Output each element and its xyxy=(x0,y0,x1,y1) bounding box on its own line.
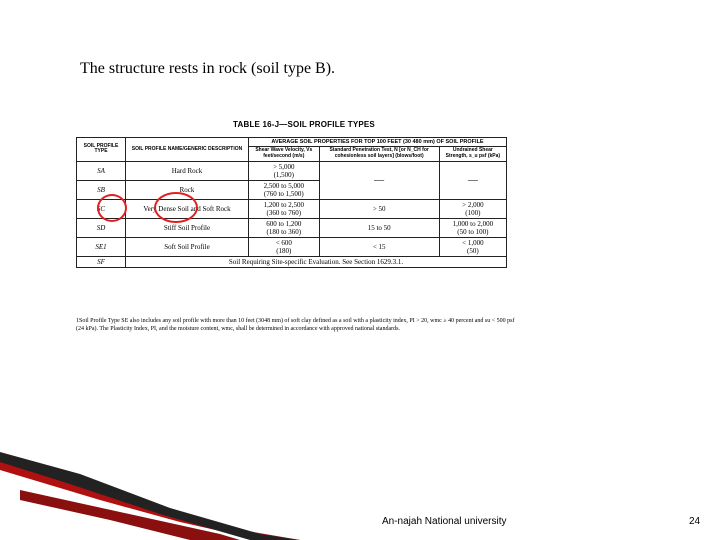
col-header-su: Undrained Shear Strength, s_u psf (kPa) xyxy=(439,147,506,162)
col-header-n: Standard Penetration Test, N [or N_CH for cohesionless soil layers] (blows/foot) xyxy=(319,147,439,162)
highlight-circle-type xyxy=(97,194,127,222)
col-header-type: SOIL PROFILE TYPE xyxy=(77,138,126,162)
table-title: TABLE 16-J—SOIL PROFILE TYPES xyxy=(233,120,375,129)
row-su: < 1,000 (50) xyxy=(439,238,506,257)
table-row xyxy=(77,238,507,257)
row-su: 1,000 to 2,000 (50 to 100) xyxy=(439,219,506,238)
row-n: > 50 xyxy=(319,200,439,219)
table-row xyxy=(77,257,507,268)
row-type: SA xyxy=(77,161,126,180)
row-n: 15 to 50 xyxy=(319,219,439,238)
row-n-merged: — xyxy=(319,161,439,199)
row-name: Stiff Soil Profile xyxy=(126,219,249,238)
soil-profile-table xyxy=(76,137,507,268)
row-vs: 1,200 to 2,500 (360 to 760) xyxy=(249,200,320,219)
footer-university: An-najah National university xyxy=(382,516,507,527)
slide-heading: The structure rests in rock (soil type B). xyxy=(80,60,336,77)
row-type: SB xyxy=(77,180,126,199)
row-type: SD xyxy=(77,219,126,238)
row-type: SC xyxy=(77,200,126,219)
col-header-name: SOIL PROFILE NAME/GENERIC DESCRIPTION xyxy=(126,138,249,162)
row-su: > 2,000 (100) xyxy=(439,200,506,219)
row-vs: 2,500 to 5,000 (760 to 1,500) xyxy=(249,180,320,199)
row-type: SF xyxy=(77,257,126,268)
row-n: < 15 xyxy=(319,238,439,257)
row-vs: 600 to 1,200 (180 to 360) xyxy=(249,219,320,238)
table-row xyxy=(77,161,507,180)
row-name: Very Dense Soil and Soft Rock xyxy=(126,200,249,219)
row-vs: < 600 (180) xyxy=(249,238,320,257)
table-row xyxy=(77,219,507,238)
row-vs: > 5,000 (1,500) xyxy=(249,161,320,180)
group-header: AVERAGE SOIL PROPERTIES FOR TOP 100 FEET (30 480 mm) OF SOIL PROFILE xyxy=(249,138,507,147)
col-header-vs: Shear Wave Velocity, Vs feet/second (m/s) xyxy=(249,147,320,162)
row-name: Rock xyxy=(126,180,249,199)
table-row xyxy=(77,200,507,219)
row-name: Soft Soil Profile xyxy=(126,238,249,257)
page-number: 24 xyxy=(689,516,701,527)
row-type: SE1 xyxy=(77,238,126,257)
table-footnote: 1Soil Profile Type SE also includes any soil profile with more than 10 feet (3048 mm) of soft clay defined as a soil with a plasticity index, PI > 20, wmc ≥ 40 percent and su < 500 psf (24 kPa). The Plasticity Index, PI, and the moisture content, wmc, shall be determined in accordance with approved national standards. xyxy=(76,318,515,332)
decorative-swoosh xyxy=(0,450,380,540)
highlight-circle-name xyxy=(154,192,198,223)
row-site-specific: Soil Requiring Site-specific Evaluation. See Section 1629.3.1. xyxy=(126,257,507,268)
row-name: Hard Rock xyxy=(126,161,249,180)
row-su-merged: — xyxy=(439,161,506,199)
